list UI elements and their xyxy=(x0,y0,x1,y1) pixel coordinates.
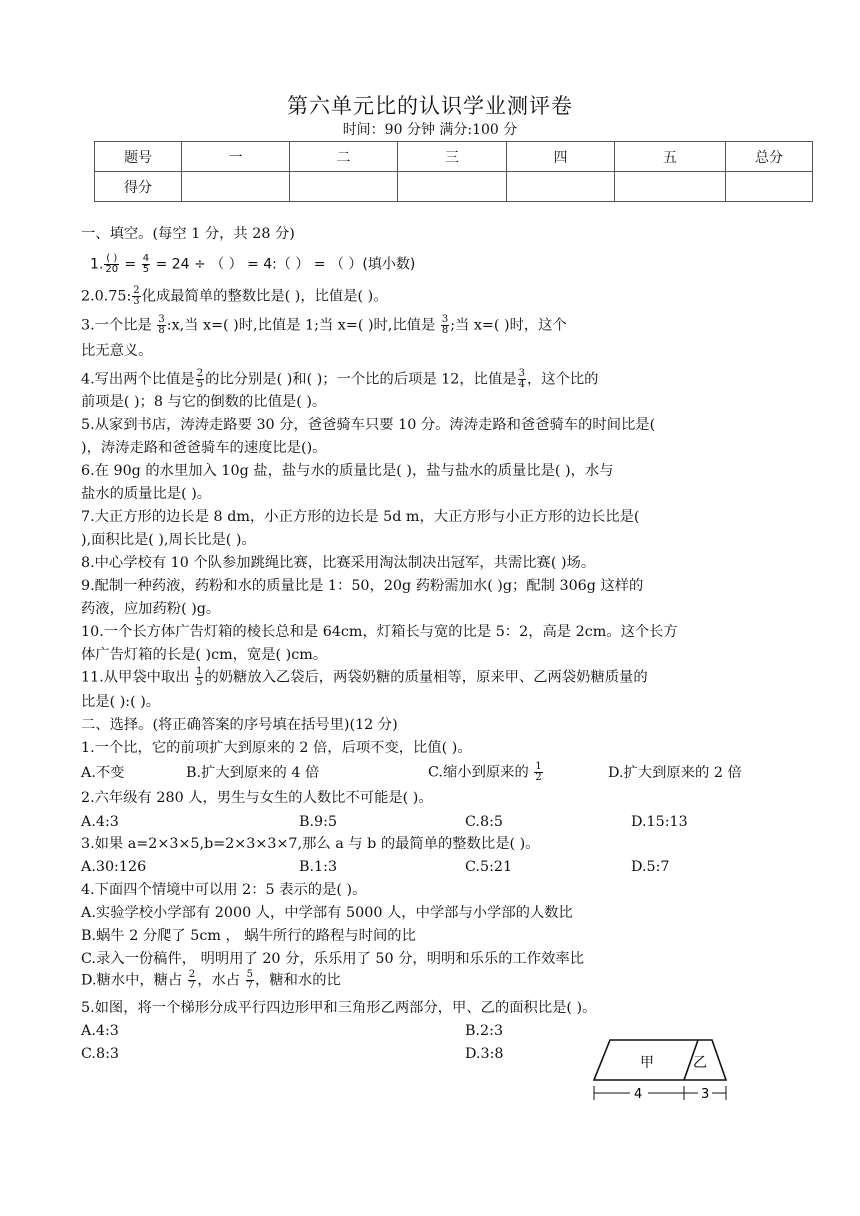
question-1-6: 6.在 90g 的水里加入 10g 盐，盐与水的质量比是( )，盐与盐水的质量比是( )，水与 xyxy=(81,463,614,479)
question-1-3-cont: 比无意义。 xyxy=(81,343,153,359)
exam-info: 时间：90 分钟 满分:100 分 xyxy=(342,122,518,138)
trapezoid-figure xyxy=(590,1036,735,1104)
section2-heading: 二、选择。(将正确答案的序号填在括号里)(12 分) xyxy=(81,717,398,733)
question-1-4-cont: 前项是( )；8 与它的倒数的比值是( )。 xyxy=(81,394,327,410)
question-1-9-cont: 药液，应加药粉( )g。 xyxy=(81,601,221,617)
question-1-6-cont: 盐水的质量比是( )。 xyxy=(81,486,212,502)
option-c: C.8:5 xyxy=(465,814,503,830)
score-input-cell[interactable] xyxy=(507,172,615,202)
option-d: D.糖水中，糖占 $\frac{2}{7}$ ，水占 $\frac{5}{7}$ ，糖和水的比 xyxy=(81,969,341,991)
score-input-cell[interactable] xyxy=(290,172,398,202)
score-table-header-row xyxy=(95,142,813,172)
section1-heading: 一、填空。(每空 1 分，共 28 分) xyxy=(81,226,295,242)
fraction: $\frac{3}{8}$ xyxy=(441,314,449,336)
question-1-11: 11.从甲袋中取出 $\frac{1}{5}$ 的奶糖放入乙袋后，两袋奶糖的质量相等，原来甲、乙两袋奶糖质量的 xyxy=(81,666,648,688)
question-2-4: 4.下面四个情境中可以用 2：5 表示的是( )。 xyxy=(81,882,367,898)
option-c: C.缩小到原来的 $\frac{1}{2}$ xyxy=(428,761,542,783)
question-1-3: 3.一个比是 $\frac{3}{8}$ :x,当 x=( )时,比值是 1;当 x=( )时,比值是 $\frac{3}{8}$ ;当 x=( )时，这个 xyxy=(81,314,567,336)
fraction: $\frac{1}{2}$ xyxy=(535,761,542,783)
question-1-8: 8.中心学校有 10 个队参加跳绳比赛，比赛采用淘汰制决出冠军，共需比赛( )场。 xyxy=(81,555,596,571)
option-b: B.蜗牛 2 分爬了 5cm ， 蜗牛所行的路程与时间的比 xyxy=(81,928,416,944)
question-1-7-cont: ),面积比是( ),周长比是( )。 xyxy=(81,532,256,548)
score-cell: 五 xyxy=(615,142,726,172)
fraction: $\frac{3}{8}$ xyxy=(158,314,165,336)
fraction: $\frac{( )}{20}$ xyxy=(105,253,119,275)
question-1-10: 10.一个长方体广告灯箱的棱长总和是 64cm，灯箱长与宽的比是 5：2，高是 2cm。这个长方 xyxy=(81,624,678,640)
option-c: C.8:3 xyxy=(81,1046,119,1062)
question-2-3: 3.如果 a=2×3×5,b=2×3×3×7,那么 a 与 b 的最简单的整数比是( )。 xyxy=(81,836,540,852)
question-2-2: 2.六年级有 280 人，男生与女生的人数比不可能是( )。 xyxy=(81,790,433,806)
option-d: D.15:13 xyxy=(631,814,688,830)
fraction: $\frac{2}{5}$ xyxy=(196,368,204,390)
question-1-1: 1. $\frac{( )}{20}$ = $\frac{4}{5}$ = 24 ÷ （ ） = 4:（ ） = （ ）(填小数) xyxy=(90,253,416,275)
option-a: A.实验学校小学部有 2000 人，中学部有 5000 人，中学部与小学部的人数比 xyxy=(81,905,573,921)
fraction: $\frac{1}{5}$ xyxy=(196,666,203,688)
score-input-cell[interactable] xyxy=(182,172,290,202)
question-1-11-cont: 比是( ):( )。 xyxy=(81,694,161,710)
score-table xyxy=(94,141,813,202)
length-label-left: 4 xyxy=(634,1087,643,1102)
option-a: A.4:3 xyxy=(81,1023,119,1039)
page-title: 第六单元比的认识学业测评卷 xyxy=(287,94,573,118)
fraction: $\frac{4}{5}$ xyxy=(142,253,150,275)
option-d: D.5:7 xyxy=(631,859,670,875)
score-table-score-row xyxy=(95,172,813,202)
option-b: B.扩大到原来的 4 倍 xyxy=(186,765,320,781)
label-jia: 甲 xyxy=(640,1055,654,1071)
score-input-cell[interactable] xyxy=(726,172,813,202)
option-c: C.录入一份稿件， 明明用了 20 分，乐乐用了 50 分，明明和乐乐的工作效率比 xyxy=(81,951,584,967)
option-d: D.3:8 xyxy=(465,1046,504,1062)
score-input-cell[interactable] xyxy=(615,172,726,202)
question-1-5: 5.从家到书店，涛涛走路要 30 分，爸爸骑车只要 10 分。涛涛走路和爸爸骑车的时间比是( xyxy=(81,417,656,433)
score-cell: 总分 xyxy=(726,142,813,172)
option-b: B.2:3 xyxy=(465,1023,504,1039)
length-label-right: 3 xyxy=(701,1087,710,1102)
question-1-4: 4.写出两个比值是 $\frac{2}{5}$ 的比分别是( )和( )；一个比的后项是 12，比值是 $\frac{3}{4}$ ，这个比的 xyxy=(81,368,599,390)
option-b: B.1:3 xyxy=(299,859,338,875)
score-cell: 二 xyxy=(290,142,398,172)
question-1-2: 2.0.75: $\frac{2}{3}$ 化成最简单的整数比是( )，比值是( )。 xyxy=(81,285,388,307)
option-a: A.不变 xyxy=(81,765,125,781)
option-c: C.5:21 xyxy=(465,859,513,875)
question-1-9: 9.配制一种药液，药粉和水的质量比是 1：50，20g 药粉需加水( )g；配制 306g 这样的 xyxy=(81,578,644,594)
option-d: D.扩大到原来的 2 倍 xyxy=(608,765,742,781)
fraction: $\frac{2}{7}$ xyxy=(188,969,196,991)
score-input-cell[interactable] xyxy=(398,172,507,202)
question-1-10-cont: 体广告灯箱的长是( )cm，宽是( )cm。 xyxy=(81,647,328,663)
fraction: $\frac{3}{4}$ xyxy=(518,368,525,390)
score-cell: 题号 xyxy=(95,142,182,172)
question-2-1: 1.一个比，它的前项扩大到原来的 2 倍，后项不变，比值( )。 xyxy=(81,740,472,756)
question-1-7: 7.大正方形的边长是 8 dm，小正方形的边长是 5d m，大正方形与小正方形的边长比是( xyxy=(81,509,640,525)
option-a: A.30:126 xyxy=(81,859,147,875)
question-2-5: 5.如图，将一个梯形分成平行四边形甲和三角形乙两部分，甲、乙的面积比是( )。 xyxy=(81,1000,597,1016)
fraction: $\frac{2}{3}$ xyxy=(133,285,140,307)
fraction: $\frac{5}{7}$ xyxy=(246,969,254,991)
score-cell: 一 xyxy=(182,142,290,172)
score-cell: 四 xyxy=(507,142,615,172)
question-1-5-cont: )，涛涛走路和爸爸骑车的速度比是()。 xyxy=(81,440,327,456)
option-a: A.4:3 xyxy=(81,814,119,830)
score-cell: 三 xyxy=(398,142,507,172)
option-b: B.9:5 xyxy=(299,814,338,830)
score-cell: 得分 xyxy=(95,172,182,202)
label-yi: 乙 xyxy=(693,1055,707,1071)
